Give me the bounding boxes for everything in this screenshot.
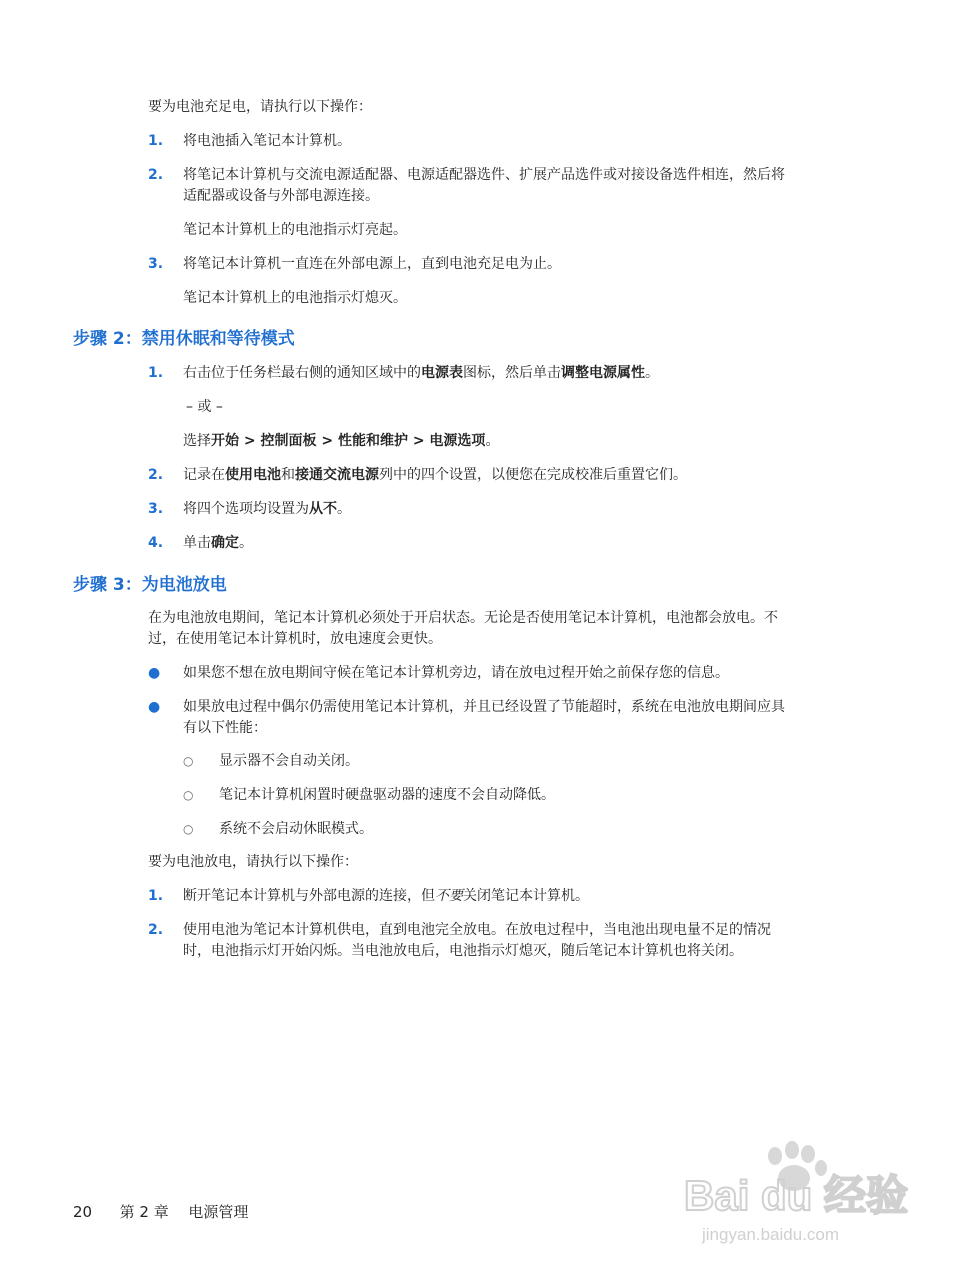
sub-bullet-1-text: 显示器不会自动关闭。 [219, 753, 359, 769]
sub-bullet-2-text: 笔记本计算机闲置时硬盘驱动器的速度不会自动降低。 [219, 787, 555, 803]
charge-step-2-text-line1: 将笔记本计算机与交流电源适配器、电源适配器选件、扩展产品选件或对接设备选件相连，然后将 [183, 167, 785, 183]
step2-item-4-text: 单击确定。 [183, 535, 253, 551]
baidu-paw-logo-icon [680, 1140, 910, 1250]
charge-step-1-text: 将电池插入笔记本计算机。 [183, 133, 351, 149]
section-heading-step3: 步骤 3：为电池放电 [73, 575, 227, 595]
watermark-url: jingyan.baidu.com [702, 1225, 840, 1244]
charge-step-2-text-line2: 适配器或设备与外部电源连接。 [183, 188, 379, 204]
charge-step-3-number: 3. [148, 256, 164, 272]
charge-step-1-number: 1. [148, 133, 164, 149]
bullet-dot-icon: ● [148, 699, 161, 715]
step2-item-3-text: 将四个选项均设置为从不。 [183, 501, 351, 517]
chapter-title: 电源管理 [188, 1203, 249, 1221]
section-heading-step2: 步骤 2：禁用休眠和等待模式 [73, 329, 295, 349]
circle-bullet-icon: ○ [183, 822, 194, 836]
step2-item-1-number: 1. [148, 365, 164, 381]
discharge-step-2-number: 2. [148, 922, 164, 938]
step2-select-path: 选择开始 > 控制面板 > 性能和维护 > 电源选项。 [183, 433, 500, 449]
circle-bullet-icon: ○ [183, 788, 194, 802]
step2-item-2-text: 记录在使用电池和接通交流电源列中的四个设置，以便您在完成校准后重置它们。 [183, 467, 687, 483]
charge-step-2-note: 笔记本计算机上的电池指示灯亮起。 [183, 222, 407, 238]
step2-item-3-number: 3. [148, 501, 164, 517]
discharge-step-2-line2: 时，电池指示灯开始闪烁。当电池放电后，电池指示灯熄灭，随后笔记本计算机也将关闭。 [183, 943, 743, 959]
charge-step-3-text: 将笔记本计算机一直连在外部电源上，直到电池充足电为止。 [183, 256, 561, 272]
discharge-step-1-number: 1. [148, 888, 164, 904]
discharge-step-2-line1: 使用电池为笔记本计算机供电，直到电池完全放电。在放电过程中，当电池出现电量不足的情况 [183, 922, 771, 938]
bullet-2-text-line1: 如果放电过程中偶尔仍需使用笔记本计算机，并且已经设置了节能超时，系统在电池放电期间应具 [183, 699, 785, 715]
bullet-dot-icon: ● [148, 665, 161, 681]
step2-item-2-number: 2. [148, 467, 164, 483]
charge-step-2-number: 2. [148, 167, 164, 183]
discharge-intro: 要为电池放电，请执行以下操作： [148, 854, 358, 870]
page-number: 20 [73, 1203, 93, 1221]
page-footer [73, 1201, 248, 1223]
sub-bullet-3-text: 系统不会启动休眠模式。 [219, 821, 373, 837]
chapter-label: 第 2 章 [119, 1203, 169, 1221]
discharge-step-1-text: 断开笔记本计算机与外部电源的连接，但不要关闭笔记本计算机。 [183, 888, 589, 904]
adjust-power-properties-term: 调整电源属性 [561, 365, 645, 381]
step2-item-4-number: 4. [148, 535, 164, 551]
step2-item-1-text: 右击位于任务栏最右侧的通知区域中的电源表图标，然后单击调整电源属性。 [183, 365, 659, 381]
baidu-jingyan-watermark [680, 1140, 910, 1250]
do-not-emphasis: 不要 [435, 888, 463, 904]
charge-intro: 要为电池充足电，请执行以下操作： [148, 99, 372, 115]
bullet-1-text: 如果您不想在放电期间守候在笔记本计算机旁边，请在放电过程开始之前保存您的信息。 [183, 665, 729, 681]
charge-step-3-note: 笔记本计算机上的电池指示灯熄灭。 [183, 290, 407, 306]
bullet-2-text-line2: 有以下性能： [183, 720, 267, 736]
discharge-para-line2: 过，在使用笔记本计算机时，放电速度会更快。 [148, 631, 442, 647]
or-separator: – 或 – [186, 399, 223, 415]
discharge-para-line1: 在为电池放电期间，笔记本计算机必须处于开启状态。无论是否使用笔记本计算机，电池都会放电。不 [148, 610, 778, 626]
power-meter-term: 电源表 [421, 365, 463, 381]
circle-bullet-icon: ○ [183, 754, 194, 768]
watermark-brand: Bai du 经验 [684, 1172, 909, 1219]
menu-path-term: 开始 > 控制面板 > 性能和维护 > 电源选项 [211, 433, 486, 449]
